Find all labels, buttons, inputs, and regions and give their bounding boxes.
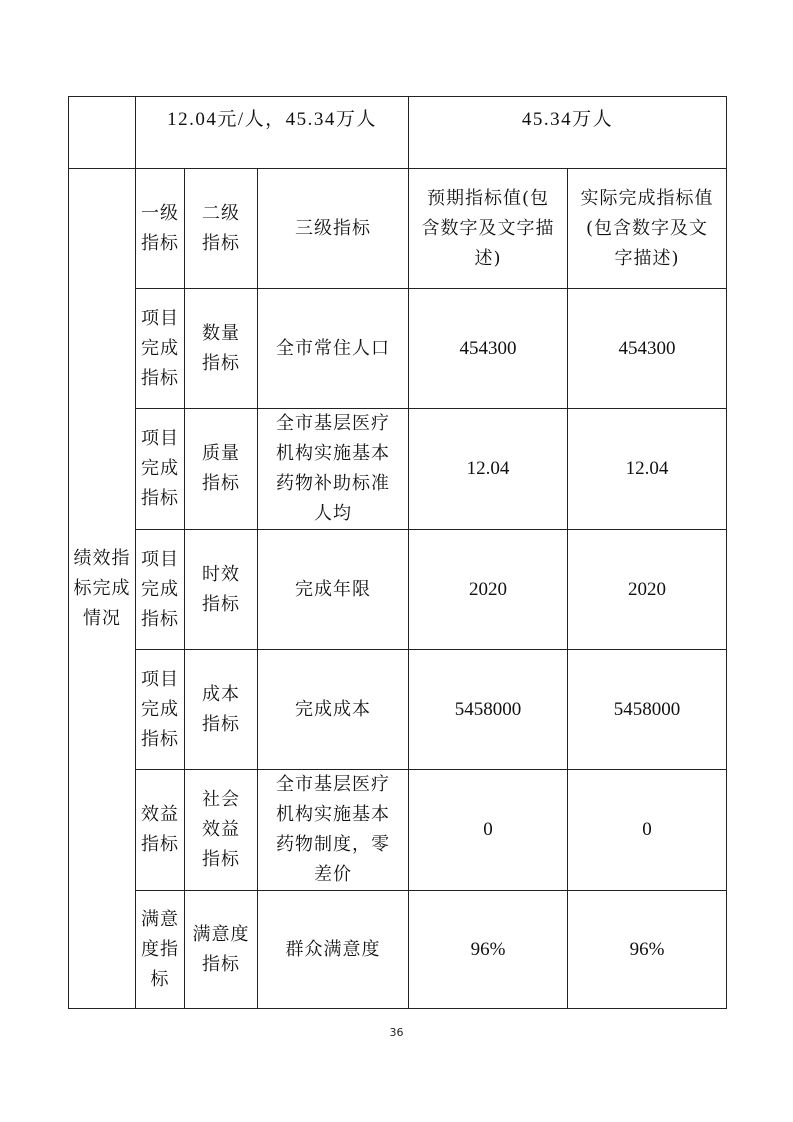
row-level3: 全市基层医疗机构实施基本药物制度，零差价 <box>276 774 391 885</box>
page-number: 36 <box>389 1026 404 1039</box>
row-expected-value: 12.04 <box>409 409 568 530</box>
top-row-expected-value: 12.04元/人，45.34万人 <box>136 97 409 169</box>
table-row <box>69 770 727 891</box>
table-row <box>69 289 727 409</box>
row-actual-value: 454300 <box>568 289 727 409</box>
header-expected: 预期指标值(包含数字及文字描述) <box>421 187 555 269</box>
row-actual-value: 12.04 <box>568 409 727 530</box>
row-level3: 完成年限 <box>295 578 372 600</box>
row-level1: 项目完成指标 <box>141 428 179 509</box>
row-level3: 全市常住人口 <box>276 337 391 359</box>
performance-indicator-table <box>68 96 727 1009</box>
row-level1: 项目完成指标 <box>141 307 179 389</box>
table-row <box>69 891 727 1009</box>
header-level1-cell <box>136 169 185 289</box>
section-label: 绩效指标完成情况 <box>73 547 131 629</box>
row-level3: 群众满意度 <box>285 938 381 960</box>
table-row <box>69 650 727 770</box>
header-level1: 一级指标 <box>141 202 179 254</box>
row-level1: 项目完成指标 <box>141 548 179 630</box>
row-level2: 时效指标 <box>202 563 240 615</box>
row-actual-value: 5458000 <box>568 650 727 770</box>
table-row <box>69 530 727 650</box>
header-level3: 三级指标 <box>295 217 372 239</box>
header-expected-cell <box>409 169 568 289</box>
row-expected-value: 454300 <box>409 289 568 409</box>
row-expected-value: 5458000 <box>409 650 568 770</box>
top-row-actual-value: 45.34万人 <box>409 97 727 169</box>
row-expected-value: 96% <box>409 891 568 1009</box>
row-level3: 完成成本 <box>295 698 372 720</box>
table-row <box>69 409 727 530</box>
row-actual-value: 2020 <box>568 530 727 650</box>
top-summary-row <box>69 97 727 169</box>
row-expected-value: 2020 <box>409 530 568 650</box>
section-label-cell <box>69 169 136 1009</box>
row-level2: 质量指标 <box>202 443 240 494</box>
row-expected-value: 0 <box>409 770 568 891</box>
row-level3: 全市基层医疗机构实施基本药物补助标准人均 <box>276 413 391 524</box>
header-level2-cell <box>185 169 258 289</box>
row-actual-value: 0 <box>568 770 727 891</box>
header-level2: 二级指标 <box>202 202 240 254</box>
row-level2: 成本指标 <box>202 683 240 735</box>
row-actual-value: 96% <box>568 891 727 1009</box>
top-row-label-cell <box>69 97 136 169</box>
row-level2: 数量指标 <box>202 322 240 374</box>
row-level1: 效益指标 <box>141 804 179 855</box>
header-actual: 实际完成指标值(包含数字及文字描述) <box>580 187 714 269</box>
header-level3-cell <box>258 169 409 289</box>
row-level2: 满意度指标 <box>192 923 250 975</box>
header-row <box>69 169 727 289</box>
header-actual-cell <box>568 169 727 289</box>
row-level1: 项目完成指标 <box>141 668 179 750</box>
row-level2: 社会效益指标 <box>202 789 240 870</box>
row-level1: 满意度指标 <box>141 908 179 990</box>
